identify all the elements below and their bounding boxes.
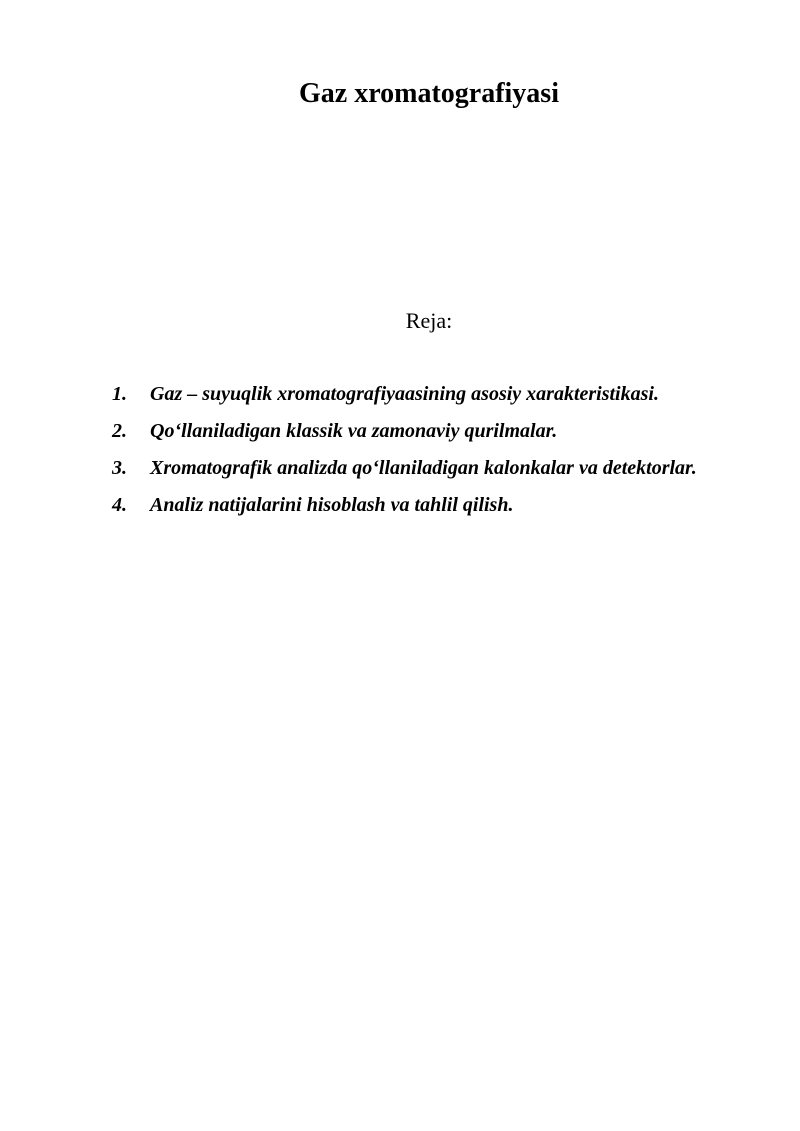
plan-item-number: 4.	[112, 494, 127, 516]
plan-item-text: Xromatografik analizda qo‘llaniladigan kalonkalar va detektorlar.	[150, 457, 697, 479]
plan-item	[112, 487, 782, 524]
plan-item-number: 1.	[112, 383, 127, 405]
plan-item	[112, 376, 782, 413]
plan-item-text: Qo‘llaniladigan klassik va zamonaviy qurilmalar.	[150, 420, 558, 442]
plan-item-number: 3.	[112, 457, 127, 479]
plan-item	[112, 413, 782, 450]
page-title: Gaz xromatografiyasi	[299, 78, 559, 109]
plan-heading: Reja:	[405, 308, 453, 333]
plan-item-text: Gaz – suyuqlik xromatografiyaasining asosiy xarakteristikasi.	[150, 383, 659, 405]
plan-item-number: 2.	[112, 420, 127, 442]
plan-item	[112, 450, 782, 487]
plan-item-text: Analiz natijalarini hisoblash va tahlil qilish.	[150, 494, 514, 516]
plan-list	[112, 376, 782, 524]
